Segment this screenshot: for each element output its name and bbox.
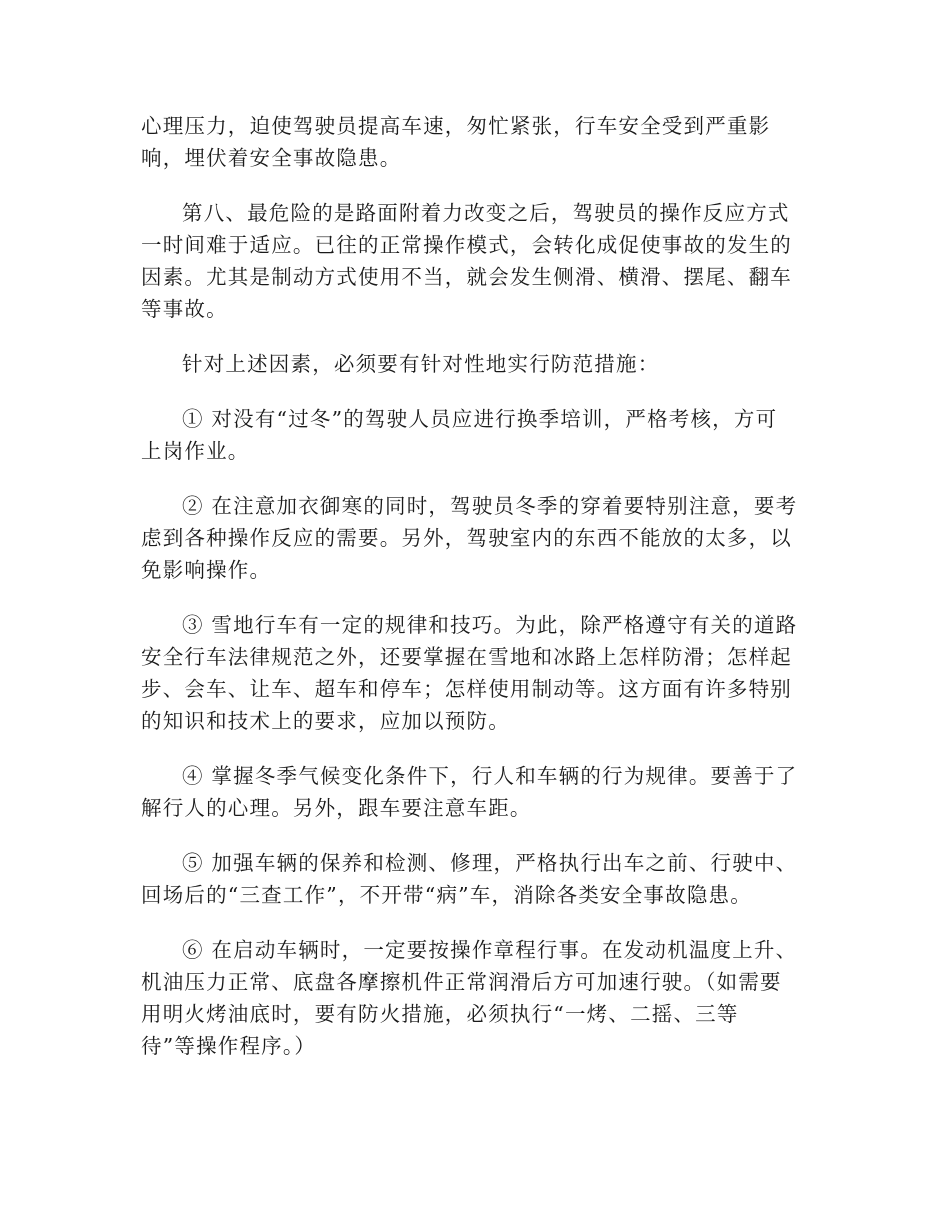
text-line: 第八、最危险的是路面附着力改变之后，驾驶员的操作反应方式 [182,201,790,225]
text-line: 待”等操作程序。） [141,1034,317,1058]
text-line: ⑥ 在启动车辆时，一定要按操作章程行事。在发动机温度上升、 [182,938,798,962]
text-line: 免影响操作。 [141,558,272,582]
paragraph-measures-intro [141,348,813,380]
text-line: 回场后的“三查工作”，不开带“病”车，消除各类安全事故隐患。 [141,883,752,907]
text-line: 安全行车法律规范之外，还要掌握在雪地和冰路上怎样防滑；怎样起 [141,645,792,669]
paragraph-measure-6 [141,934,813,1062]
text-line: 因素。尤其是制动方式使用不当，就会发生侧滑、横滑、摆尾、翻车 [141,265,792,289]
text-line: ③ 雪地行车有一定的规律和技巧。为此，除严格遵守有关的道路 [182,613,798,637]
text-line: 用明火烤油底时，要有防火措施，必须执行“一烤、二摇、三等 [141,1002,739,1026]
text-line: 上岗作业。 [141,439,250,463]
paragraph-continuation [141,110,813,174]
paragraph-eighth-factor [141,197,813,325]
paragraph-measure-1 [141,403,813,467]
text-line: 解行人的心理。另外，跟车要注意车距。 [141,796,532,820]
document-body [141,110,813,1085]
text-line: 虑到各种操作反应的需要。另外，驾驶室内的东西不能放的太多，以 [141,526,792,550]
paragraph-measure-5 [141,847,813,911]
text-line: ④ 掌握冬季气候变化条件下，行人和车辆的行为规律。要善于了 [182,764,798,788]
text-line: ① 对没有“过冬”的驾驶人员应进行换季培训，严格考核，方可 [182,407,778,431]
text-line: 机油压力正常、底盘各摩擦机件正常润滑后方可加速行驶。（如需要 [141,970,782,994]
paragraph-measure-3 [141,609,813,737]
text-line: ② 在注意加衣御寒的同时，驾驶员冬季的穿着要特别注意，要考 [182,494,798,518]
text-line: 步、会车、让车、超车和停车；怎样使用制动等。这方面有许多特别 [141,677,792,701]
text-line: 心理压力，迫使驾驶员提高车速，匆忙紧张，行车安全受到严重影 [141,114,771,138]
paragraph-measure-2 [141,490,813,586]
paragraph-measure-4 [141,760,813,824]
text-line: 的知识和技术上的要求，应加以预防。 [141,709,510,733]
text-line: 等事故。 [141,297,228,321]
text-line: 针对上述因素，必须要有针对性地实行防范措施： [182,352,660,376]
text-line: 响，埋伏着安全事故隐患。 [141,146,402,170]
text-line: 一时间难于适应。已往的正常操作模式，会转化成促使事故的发生的 [141,233,792,257]
text-line: ⑤ 加强车辆的保养和检测、修理，严格执行出车之前、行驶中、 [182,851,798,875]
